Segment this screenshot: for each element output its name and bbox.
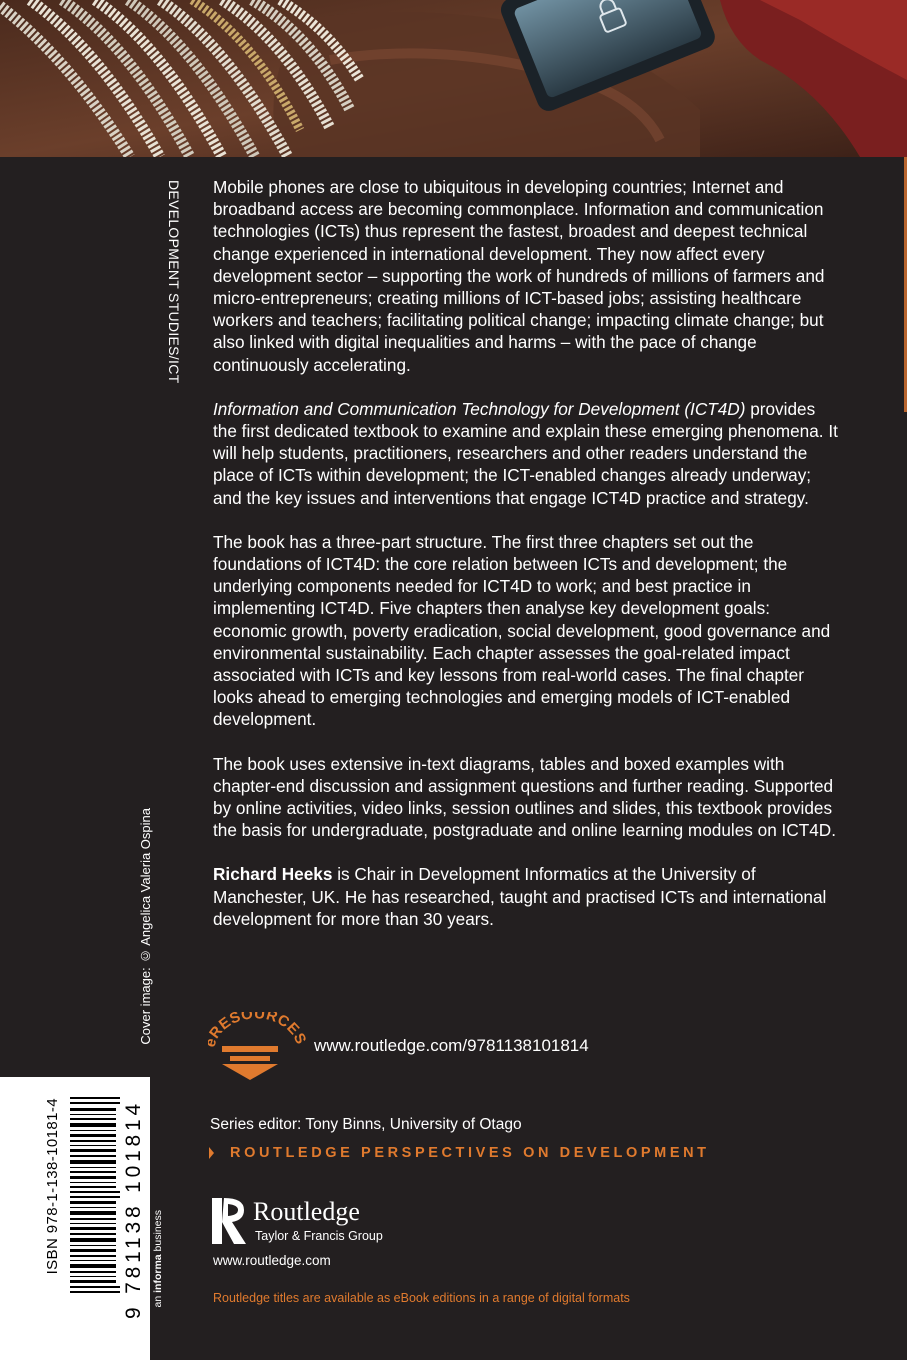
series-editor: Series editor: Tony Binns, University of Otago	[210, 1116, 522, 1133]
svg-text:eRESOURCES	[208, 1012, 308, 1049]
publisher-group: Taylor & Francis Group	[255, 1229, 383, 1243]
ebook-note: Routledge titles are available as eBook editions in a range of digital formats	[213, 1291, 630, 1305]
spine-title: DEVELOPMENT STUDIES/ICT	[166, 180, 182, 384]
blurb-paragraph-2-text: provides the first dedicated textbook to examine and explain these emerging phenomena. It will help students, practitioners, researchers and other readers understand the place of ICTs within development; the ICT-enabled changes already underway; and the key issues and interventions that engage ICT4D practice and strategy.	[213, 398, 838, 508]
isbn-number: ISBN 978-1-138-10181-4	[44, 1098, 61, 1275]
author-bio-text: is Chair in Development Informatics at the University of Manchester, UK. He has researched, taught and practised ICTs and international development for more than 30 years.	[213, 864, 827, 929]
publisher-name: Routledge	[253, 1197, 360, 1226]
cover-image-credit: Cover image: © Angelica Valeria Ospina	[138, 808, 153, 1045]
informa-prefix: an	[152, 1292, 164, 1308]
eresources-label: RESOURCES	[208, 1012, 308, 1048]
series-title-row	[209, 1145, 710, 1161]
download-arrow-icon	[208, 1012, 308, 1087]
blurb-paragraph-1: Mobile phones are close to ubiquitous in developing countries; Internet and broadband access are becoming commonplace. Information and communication technologies (ICTs) thus represent the fastest, broadest and deepest technical change experienced in international development. They now affect every development sector – supporting the work of hundreds of millions of farmers and micro-entrepreneurs; creating millions of ICT-based jobs; assisting healthcare workers and teachers; facilitating political change; impacting climate change; but also linked with digital inequalities and harms – with the pace of change continuously accelerating.	[213, 177, 825, 375]
book-description	[213, 176, 841, 952]
blurb-paragraph-4: The book uses extensive in-text diagrams, tables and boxed examples with chapter-end discussion and assignment questions and further reading. Supported by online activities, video links, session outlines and slides, this textbook provides the basis for undergraduate, postgraduate and online learning modules on ICT4D.	[213, 753, 836, 841]
barcode-digits: 9 781138 101814	[122, 1100, 145, 1319]
cover-photo	[0, 0, 907, 157]
publisher-website[interactable]: www.routledge.com	[213, 1253, 331, 1268]
series-bullet-icon	[209, 1147, 214, 1159]
author-name: Richard Heeks	[213, 864, 333, 885]
eresources-link[interactable]: www.routledge.com/9781138101814	[314, 1036, 589, 1055]
book-title: Information and Communication Technology for Development (ICT4D)	[213, 398, 746, 419]
cover-photo-art	[0, 0, 907, 157]
informa-name: informa	[152, 1254, 164, 1293]
blurb-paragraph-2	[213, 398, 841, 509]
informa-business-mark	[152, 1210, 164, 1307]
informa-suffix: business	[152, 1210, 164, 1255]
eresources-badge	[208, 1012, 308, 1087]
blurb-paragraph-3: The book has a three-part structure. The first three chapters set out the foundations of ICT4D: the core relation between ICTs and development; the underlying components needed for ICT4D to work; and best practice in implementing ICT4D. Five chapters then analyse key development goals: economic growth, poverty eradication, social development, good governance and environmental sustainability. Each chapter assesses the goal-related impact associated with ICTs and key lessons from real-world cases. The final chapter looks ahead to emerging technologies and emerging models of ICT-enabled development.	[213, 531, 831, 730]
series-name: ROUTLEDGE PERSPECTIVES ON DEVELOPMENT	[230, 1145, 710, 1161]
author-bio	[213, 863, 841, 930]
routledge-logo-icon	[212, 1196, 246, 1246]
